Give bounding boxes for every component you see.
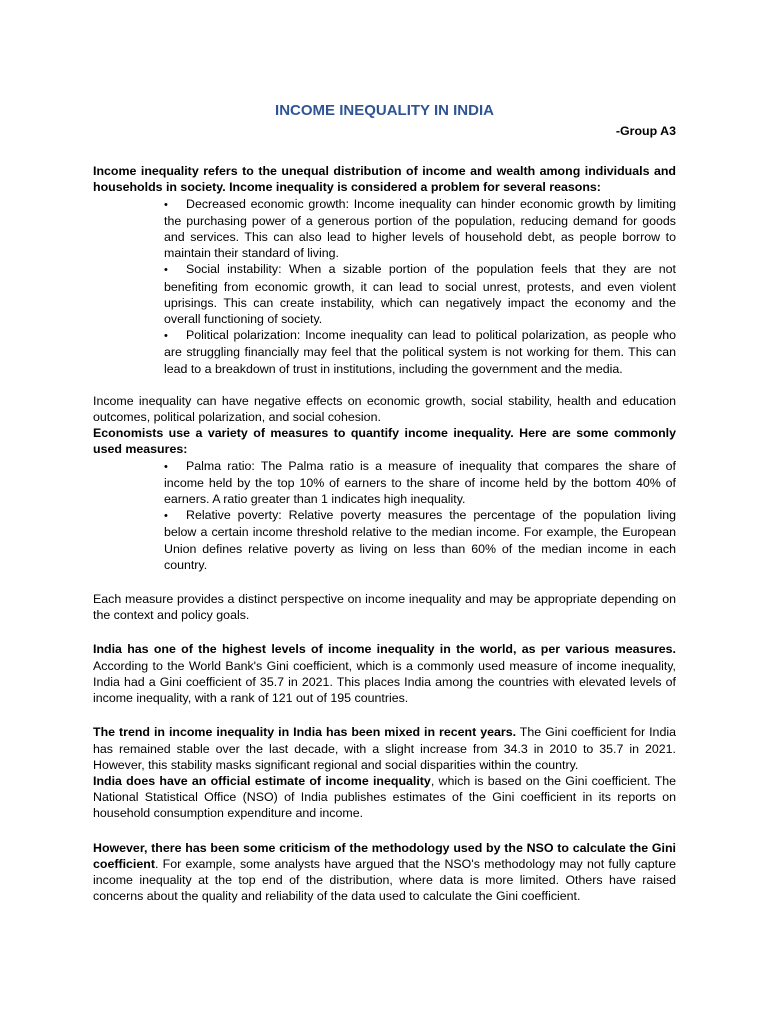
document-title: INCOME INEQUALITY IN INDIA xyxy=(275,102,494,119)
reasons-list xyxy=(93,196,676,377)
spacer xyxy=(93,623,676,641)
measure-text: Relative poverty: Relative poverty measures the percentage of the population living below a certain income threshold relative to the median income. For example, the European Union defines relative poverty as living on less than 60% of the median income in each country. xyxy=(164,508,676,572)
bullet-icon: • xyxy=(164,510,168,523)
group-label: -Group A3 xyxy=(615,124,676,138)
intro-paragraph xyxy=(93,163,676,195)
reason-item xyxy=(164,261,676,327)
measures-intro-paragraph xyxy=(93,425,676,457)
bullet-icon: • xyxy=(164,460,168,473)
spacer xyxy=(93,573,676,591)
official-paragraph xyxy=(93,773,676,822)
effects-paragraph: Income inequality can have negative effects on economic growth, social stability, health and education outcomes, political polarization, and social cohesion. xyxy=(93,393,676,425)
measure-item xyxy=(164,507,676,573)
criticism-bold-text: However, there has been some criticism of the methodology used by the NSO to calculate the Gini coefficient xyxy=(93,840,676,871)
bullet-icon: • xyxy=(164,198,168,211)
spacer xyxy=(93,377,676,393)
intro-bold-text: Income inequality refers to the unequal distribution of income and wealth among individuals and households in society. Income inequality is considered a problem for several reasons: xyxy=(93,164,676,195)
perspective-paragraph: Each measure provides a distinct perspective on income inequality and may be appropriate depending on the context and policy goals. xyxy=(93,592,676,623)
measures-bold-text: Economists use a variety of measures to quantify income inequality. Here are some commonly used measures: xyxy=(93,426,676,457)
measures-list xyxy=(93,458,676,573)
reason-text: Social instability: When a sizable portion of the population feels that they are not benefiting from economic growth, it can lead to social unrest, protests, and even violent uprisings. This can create instability, which can negatively impact the economy and the overall functioning of society. xyxy=(164,262,676,327)
india-paragraph xyxy=(93,641,676,706)
official-body-text: , which is based on the Gini coefficient. The National Statistical Office (NSO) of India publishes estimates of the Gini coefficient in its reports on household consumption expenditure and income. xyxy=(93,773,676,821)
bullet-icon: • xyxy=(164,330,168,343)
spacer xyxy=(93,706,676,724)
reason-item xyxy=(164,196,676,262)
india-body-text: According to the World Bank's Gini coefficient, which is a commonly used measure of income inequality, India had a Gini coefficient of 35.7 in 2021. This places India among the countries with elevated levels of income inequality, with a rank of 121 out of 195 countries. xyxy=(93,658,676,706)
spacer xyxy=(93,822,676,840)
measure-text: Palma ratio: The Palma ratio is a measure of inequality that compares the share of income held by the top 10% of earners to the share of income held by the bottom 40% of earners. A ratio greater than 1 indicates high inequality. xyxy=(164,458,676,507)
trend-paragraph xyxy=(93,724,676,773)
trend-body-text: The Gini coefficient for India has remained stable over the last decade, with a slight increase from 34.3 in 2010 to 35.7 in 2021. However, this stability masks significant regional and social disparities within the country. xyxy=(93,725,676,772)
india-bold-text: India has one of the highest levels of income inequality in the world, as per various measures. xyxy=(93,642,676,657)
bullet-icon: • xyxy=(164,264,168,277)
criticism-paragraph xyxy=(93,840,676,905)
measure-item xyxy=(164,458,676,508)
criticism-body-text: . For example, some analysts have argued that the NSO's methodology may not fully capture income inequality at the top end of the distribution, where data is more limited. Others have raised concerns about the quality and reliability of the data used to calculate the Gini coefficient. xyxy=(93,856,676,904)
reason-item xyxy=(164,327,676,377)
reason-text: Decreased economic growth: Income inequality can hinder economic growth by limiting the purchasing power of a generous portion of the population, reducing demand for goods and services. This can also lead to higher levels of household debt, as people borrow to maintain their standard of living. xyxy=(164,196,676,261)
trend-bold-text: The trend in income inequality in India has been mixed in recent years. xyxy=(93,725,517,740)
reason-text: Political polarization: Income inequality can lead to political polarization, as people who are struggling financially may feel that the political system is not working for them. This can lead to a breakdown of trust in institutions, including the government and the media. xyxy=(164,328,676,376)
official-bold-text: India does have an official estimate of income inequality xyxy=(93,773,431,788)
